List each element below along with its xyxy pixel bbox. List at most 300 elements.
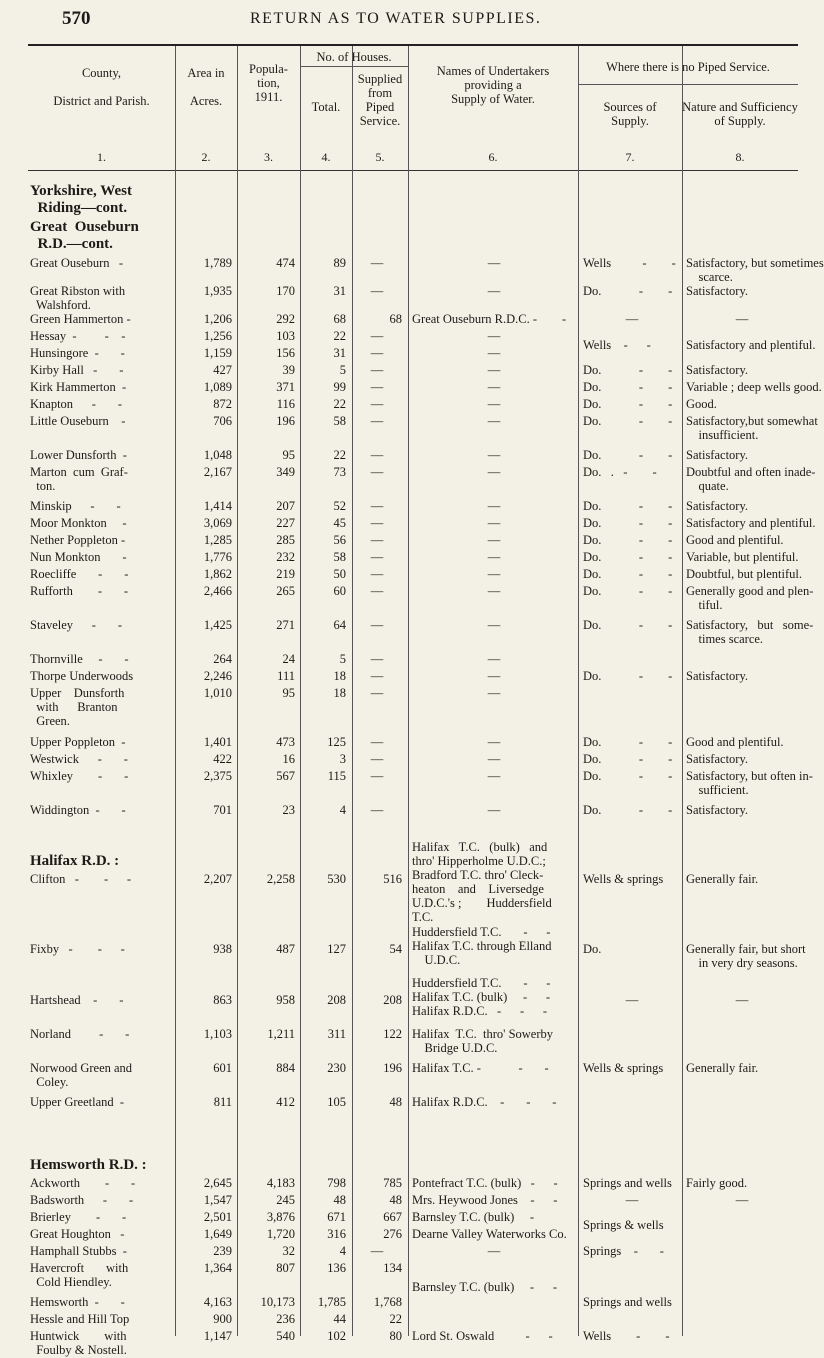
table-cell-area: 1,147: [203, 1329, 232, 1343]
table-cell-src: Springs and wells: [583, 1176, 672, 1190]
table-cell-tot: 64: [333, 618, 346, 632]
houses-group-header: No. of Houses.: [316, 50, 392, 64]
table-cell-name: Lower Dunsforth -: [30, 448, 127, 462]
table-cell-tot: 4: [339, 1244, 346, 1258]
table-cell-area: 239: [213, 1244, 232, 1258]
table-cell-nat: Generally fair.: [686, 1061, 759, 1075]
column-number: 3.: [264, 150, 273, 164]
table-cell-und: —: [487, 1244, 501, 1258]
table-cell-nat: Generally fair.: [686, 872, 759, 886]
table-cell-name: Nether Poppleton -: [30, 533, 126, 547]
table-cell-und: —: [487, 329, 501, 343]
table-cell-pop: 958: [276, 993, 295, 1007]
table-cell-src: Do.: [583, 942, 602, 956]
table-cell-src: Wells & springs: [583, 1061, 664, 1075]
table-cell-tot: 52: [333, 499, 346, 513]
table-cell-pop: 232: [276, 550, 295, 564]
table-cell-nat: Variable, but plentiful.: [686, 550, 799, 564]
table-cell-pop: 292: [276, 312, 295, 326]
table-cell-src: Do. - -: [583, 669, 673, 683]
table-cell-tot: 798: [327, 1176, 346, 1190]
table-cell-nat: Good and plentiful.: [686, 735, 784, 749]
table-cell-area: 1,206: [203, 312, 232, 326]
table-cell-pop: 3,876: [266, 1210, 295, 1224]
table-cell-tot: 31: [333, 346, 346, 360]
no-piped-group-header: Where there is no Piped Service.: [606, 60, 770, 74]
table-cell-und: —: [487, 533, 501, 547]
column-number: 1.: [97, 150, 106, 164]
table-cell-tot: 102: [327, 1329, 346, 1343]
table-cell-sup: —: [370, 329, 384, 343]
table-cell-und: Huddersfield T.C. - - Halifax T.C. (bulk) - - Halifax R.D.C. - - -: [412, 976, 551, 1018]
table-cell-und: —: [487, 346, 501, 360]
table-cell-tot: 3: [339, 752, 346, 766]
table-cell-sup: —: [370, 686, 384, 700]
table-cell-name: Great Houghton -: [30, 1227, 125, 1241]
table-cell-src: Do. - -: [583, 499, 673, 513]
table-cell-area: 2,167: [203, 465, 232, 479]
table-cell-name: Fixby - - -: [30, 942, 125, 956]
table-cell-tot: 31: [333, 284, 346, 298]
no-piped-group-rule: [578, 84, 798, 85]
table-cell-name: Great Ouseburn -: [30, 256, 124, 270]
table-cell-src: —: [625, 993, 639, 1007]
table-cell-pop: 156: [276, 346, 295, 360]
table-cell-und: Barnsley T.C. (bulk) - -: [412, 1280, 558, 1294]
table-cell-area: 1,649: [203, 1227, 232, 1241]
table-cell-tot: 48: [333, 1193, 346, 1207]
table-cell-area: 1,103: [203, 1027, 232, 1041]
col-divider: [578, 46, 579, 1336]
table-cell-area: 811: [213, 1095, 232, 1109]
table-cell-area: 3,069: [203, 516, 232, 530]
table-cell-nat: Generally fair, but short in very dry seasons.: [686, 942, 806, 970]
table-cell-und: —: [487, 550, 501, 564]
table-cell-name: Marton cum Graf- ton.: [30, 465, 128, 493]
table-cell-sup: 785: [383, 1176, 402, 1190]
table-cell-area: 1,776: [203, 550, 232, 564]
table-cell-tot: 22: [333, 329, 346, 343]
table-cell-pop: 103: [276, 329, 295, 343]
table-cell-area: 1,364: [203, 1261, 232, 1275]
table-cell-sup: 196: [383, 1061, 402, 1075]
table-cell-name: Yorkshire, West Riding—cont.: [30, 183, 132, 216]
table-cell-tot: 5: [339, 652, 346, 666]
table-cell-und: Halifax T.C. (bulk) and thro' Hipperholme U.D.C.; Bradford T.C. thro' Cleck- heaton and Liversedge U.D.C.'s ; Huddersfield T.C.: [412, 840, 552, 924]
table-cell-tot: 58: [333, 550, 346, 564]
table-cell-und: —: [487, 380, 501, 394]
table-cell-pop: 170: [276, 284, 295, 298]
col-divider: [408, 46, 409, 1336]
table-cell-nat: Satisfactory and plentiful.: [686, 516, 816, 530]
table-cell-tot: 105: [327, 1095, 346, 1109]
table-cell-name: Huntwick with Foulby & Nostell.: [30, 1329, 127, 1357]
table-cell-pop: 196: [276, 414, 295, 428]
table-cell-src: Do. - -: [583, 584, 673, 598]
table-cell-area: 1,401: [203, 735, 232, 749]
table-cell-tot: 22: [333, 397, 346, 411]
table-cell-pop: 884: [276, 1061, 295, 1075]
table-cell-src: Wells - -: [583, 1329, 670, 1343]
table-cell-pop: 95: [282, 448, 295, 462]
table-cell-name: Hartshead - -: [30, 993, 124, 1007]
table-cell-pop: 245: [276, 1193, 295, 1207]
table-cell-pop: 271: [276, 618, 295, 632]
table-cell-sup: —: [370, 769, 384, 783]
table-cell-nat: Variable ; deep wells good.: [686, 380, 822, 394]
table-cell-tot: 230: [327, 1061, 346, 1075]
table-cell-nat: Satisfactory.: [686, 752, 749, 766]
table-cell-src: —: [625, 1193, 639, 1207]
table-cell-area: 1,425: [203, 618, 232, 632]
table-cell-und: —: [487, 284, 501, 298]
table-cell-pop: 32: [282, 1244, 295, 1258]
table-cell-src: Do. - -: [583, 284, 673, 298]
table-cell-area: 1,285: [203, 533, 232, 547]
table-cell-name: Hamphall Stubbs -: [30, 1244, 127, 1258]
table-cell-name: Upper Dunsforth with Branton Green.: [30, 686, 125, 728]
table-cell-name: Hessay - - -: [30, 329, 126, 343]
table-cell-und: —: [487, 803, 501, 817]
table-cell-src: Do. - -: [583, 448, 673, 462]
table-cell-und: —: [487, 618, 501, 632]
table-cell-src: Do. - -: [583, 550, 673, 564]
table-cell-sup: —: [370, 752, 384, 766]
table-cell-area: 706: [213, 414, 232, 428]
table-cell-area: 1,414: [203, 499, 232, 513]
column-number: 7.: [625, 150, 635, 164]
table-cell-nat: Doubtful and often inade- quate.: [686, 465, 816, 493]
table-cell-nat: Satisfactory.: [686, 669, 749, 683]
table-cell-nat: Satisfactory.: [686, 499, 749, 513]
table-cell-sup: —: [370, 533, 384, 547]
table-cell-name: Whixley - -: [30, 769, 129, 783]
table-cell-und: —: [487, 414, 501, 428]
table-cell-src: Do. - -: [583, 516, 673, 530]
table-cell-sup: 276: [383, 1227, 402, 1241]
table-cell-tot: 99: [333, 380, 346, 394]
col-header-district: County, District and Parish.: [53, 66, 150, 108]
table-cell-pop: 487: [276, 942, 295, 956]
table-cell-pop: 807: [276, 1261, 295, 1275]
table-cell-pop: 207: [276, 499, 295, 513]
table-cell-nat: Satisfactory, but some- times scarce.: [686, 618, 814, 646]
table-cell-name: Hemsworth - -: [30, 1295, 125, 1309]
table-cell-pop: 116: [276, 397, 295, 411]
table-cell-pop: 2,258: [266, 872, 295, 886]
table-cell-area: 1,256: [203, 329, 232, 343]
table-cell-name: Kirby Hall - -: [30, 363, 124, 377]
table-cell-name: Halifax R.D. :: [30, 853, 120, 869]
table-cell-und: —: [487, 516, 501, 530]
page-header: [0, 0, 800, 40]
table-cell-pop: 219: [276, 567, 295, 581]
table-cell-pop: 1,720: [266, 1227, 295, 1241]
table-cell-area: 4,163: [203, 1295, 232, 1309]
table-cell-src: —: [625, 312, 639, 326]
table-cell-name: Great Ouseburn R.D.—cont.: [30, 219, 139, 252]
page-title: RETURN AS TO WATER SUPPLIES.: [250, 10, 542, 27]
table-cell-tot: 125: [327, 735, 346, 749]
table-cell-pop: 474: [276, 256, 295, 270]
table-cell-tot: 115: [327, 769, 346, 783]
table-cell-nat: Satisfactory,but somewhat insufficient.: [686, 414, 818, 442]
houses-group-rule: [300, 66, 408, 67]
table-cell-nat: Doubtful, but plentiful.: [686, 567, 802, 581]
column-number: 8.: [735, 150, 745, 164]
table-cell-nat: Satisfactory and plentiful.: [686, 338, 816, 352]
table-cell-src: Springs and wells: [583, 1295, 672, 1309]
table-cell-src: Do. - -: [583, 533, 673, 547]
table-cell-sup: —: [370, 448, 384, 462]
table-cell-sup: —: [370, 618, 384, 632]
table-cell-pop: 10,173: [260, 1295, 295, 1309]
table-cell-pop: 111: [277, 669, 295, 683]
table-cell-name: Ackworth - -: [30, 1176, 136, 1190]
table-cell-sup: —: [370, 516, 384, 530]
table-cell-src: Do. - -: [583, 397, 673, 411]
table-cell-area: 1,048: [203, 448, 232, 462]
col-divider: [682, 46, 683, 1336]
table-cell-sup: 1,768: [373, 1295, 402, 1309]
table-cell-tot: 56: [333, 533, 346, 547]
table-cell-area: 2,246: [203, 669, 232, 683]
col-header-supplied: Supplied from Piped Service.: [357, 72, 403, 128]
table-cell-src: Do. - -: [583, 618, 673, 632]
table-cell-name: Upper Poppleton -: [30, 735, 126, 749]
table-cell-sup: —: [370, 735, 384, 749]
table-cell-nat: —: [735, 1193, 749, 1207]
table-cell-tot: 58: [333, 414, 346, 428]
table-cell-nat: Satisfactory.: [686, 284, 749, 298]
table-cell-und: —: [487, 769, 501, 783]
table-cell-nat: Satisfactory.: [686, 363, 749, 377]
table-cell-name: Clifton - - -: [30, 872, 132, 886]
table-cell-name: Brierley - -: [30, 1210, 127, 1224]
table-cell-sup: 48: [389, 1095, 402, 1109]
table-cell-und: Halifax T.C. - - -: [412, 1061, 549, 1075]
table-cell-und: —: [487, 584, 501, 598]
table-cell-sup: —: [370, 346, 384, 360]
table-cell-tot: 136: [327, 1261, 346, 1275]
table-cell-area: 872: [213, 397, 232, 411]
table-cell-src: Springs & wells: [583, 1218, 664, 1232]
table-cell-sup: —: [370, 380, 384, 394]
table-cell-name: Thorpe Underwoods: [30, 669, 134, 683]
table-cell-nat: Generally good and plen- tiful.: [686, 584, 814, 612]
col-header-nature: Nature and Sufficiency of Supply.: [682, 100, 798, 128]
table-cell-tot: 60: [333, 584, 346, 598]
table-cell-pop: 39: [282, 363, 295, 377]
table-cell-area: 900: [213, 1312, 232, 1326]
table-cell-area: 701: [213, 803, 232, 817]
table-cell-name: Norland - -: [30, 1027, 130, 1041]
table-cell-name: Kirk Hammerton -: [30, 380, 127, 394]
table-cell-tot: 311: [327, 1027, 346, 1041]
table-cell-sup: 667: [383, 1210, 402, 1224]
table-cell-und: —: [487, 465, 501, 479]
table-cell-pop: 23: [282, 803, 295, 817]
table-cell-area: 1,159: [203, 346, 232, 360]
table-cell-sup: —: [370, 499, 384, 513]
table-cell-area: 1,547: [203, 1193, 232, 1207]
table-cell-tot: 127: [327, 942, 346, 956]
table-cell-tot: 89: [333, 256, 346, 270]
table-cell-nat: Good.: [686, 397, 717, 411]
table-cell-sup: —: [370, 414, 384, 428]
table-cell-und: —: [487, 652, 501, 666]
col-header-area: Area in Acres.: [187, 66, 225, 108]
table-cell-und: Halifax R.D.C. - - -: [412, 1095, 557, 1109]
table-cell-sup: 54: [389, 942, 402, 956]
table-cell-area: 1,010: [203, 686, 232, 700]
table-cell-und: —: [487, 448, 501, 462]
table-cell-area: 2,645: [203, 1176, 232, 1190]
table-cell-tot: 530: [327, 872, 346, 886]
table-cell-und: Barnsley T.C. (bulk) -: [412, 1210, 535, 1224]
table-cell-und: —: [487, 363, 501, 377]
table-cell-area: 427: [213, 363, 232, 377]
table-cell-area: 1,789: [203, 256, 232, 270]
table-cell-src: Wells - -: [583, 256, 676, 270]
table-cell-pop: 24: [282, 652, 295, 666]
table-cell-sup: 134: [383, 1261, 402, 1275]
table-cell-nat: —: [735, 993, 749, 1007]
table-cell-pop: 371: [276, 380, 295, 394]
table-cell-area: 863: [213, 993, 232, 1007]
table-cell-area: 938: [213, 942, 232, 956]
table-cell-sup: 48: [389, 1193, 402, 1207]
table-cell-sup: —: [370, 803, 384, 817]
table-cell-area: 422: [213, 752, 232, 766]
table-cell-src: Do. - -: [583, 803, 673, 817]
table-cell-pop: 265: [276, 584, 295, 598]
table-cell-und: —: [487, 669, 501, 683]
table-cell-nat: —: [735, 312, 749, 326]
table-cell-und: —: [487, 256, 501, 270]
col-header-total: Total.: [311, 100, 341, 114]
table-cell-nat: Satisfactory.: [686, 803, 749, 817]
table-cell-und: Halifax T.C. thro' Sowerby Bridge U.D.C.: [412, 1027, 554, 1055]
table-cell-name: Little Ouseburn -: [30, 414, 126, 428]
table-cell-area: 264: [213, 652, 232, 666]
table-cell-pop: 4,183: [266, 1176, 295, 1190]
table-cell-name: Hunsingore - -: [30, 346, 125, 360]
table-cell-sup: —: [370, 256, 384, 270]
table-cell-sup: —: [370, 397, 384, 411]
table-cell-sup: —: [370, 567, 384, 581]
table-cell-name: Upper Greetland -: [30, 1095, 125, 1109]
table-cell-src: Do. - -: [583, 752, 673, 766]
table-cell-sup: —: [370, 669, 384, 683]
table-cell-und: Lord St. Oswald - -: [412, 1329, 553, 1343]
table-cell-name: Norwood Green and Coley.: [30, 1061, 133, 1089]
table-cell-name: Staveley - -: [30, 618, 122, 632]
table-cell-sup: —: [370, 652, 384, 666]
table-cell-area: 2,207: [203, 872, 232, 886]
table-cell-tot: 50: [333, 567, 346, 581]
table-cell-pop: 349: [276, 465, 295, 479]
table-cell-nat: Fairly good.: [686, 1176, 748, 1190]
table-cell-pop: 473: [276, 735, 295, 749]
table-cell-tot: 18: [333, 686, 346, 700]
table-cell-tot: 18: [333, 669, 346, 683]
table-cell-tot: 1,785: [317, 1295, 346, 1309]
table-cell-und: —: [487, 686, 501, 700]
table-cell-pop: 285: [276, 533, 295, 547]
table-cell-pop: 567: [276, 769, 295, 783]
table-cell-src: Springs - -: [583, 1244, 664, 1258]
table-cell-und: Huddersfield T.C. - - Halifax T.C. through Elland U.D.C.: [412, 925, 552, 967]
table-cell-name: Widdington - -: [30, 803, 126, 817]
table-cell-sup: —: [370, 465, 384, 479]
col-header-population: Popula- tion, 1911.: [249, 62, 288, 104]
table-cell-pop: 227: [276, 516, 295, 530]
table-cell-name: Roecliffe - -: [30, 567, 129, 581]
table-cell-name: Badsworth - -: [30, 1193, 134, 1207]
table-cell-und: —: [487, 567, 501, 581]
table-cell-name: Moor Monkton -: [30, 516, 127, 530]
table-cell-name: Knapton - -: [30, 397, 122, 411]
col-header-undertakers: Names of Undertakers providing a Supply of Water.: [436, 64, 550, 106]
table-cell-src: Wells & springs: [583, 872, 664, 886]
table-cell-tot: 68: [333, 312, 346, 326]
table-cell-und: Pontefract T.C. (bulk) - -: [412, 1176, 558, 1190]
table-cell-area: 1,089: [203, 380, 232, 394]
table-cell-nat: Satisfactory, but often in- sufficient.: [686, 769, 813, 797]
table-cell-sup: —: [370, 284, 384, 298]
table-cell-und: —: [487, 499, 501, 513]
table-cell-src: Do. - -: [583, 380, 673, 394]
table-cell-area: 2,375: [203, 769, 232, 783]
table-cell-src: Do. - -: [583, 735, 673, 749]
table-cell-tot: 44: [333, 1312, 346, 1326]
page-number: 570: [62, 8, 91, 29]
table-cell-sup: 122: [383, 1027, 402, 1041]
column-number: 5.: [375, 150, 385, 164]
table-cell-area: 2,501: [203, 1210, 232, 1224]
table-cell-name: Westwick - -: [30, 752, 128, 766]
table-cell-pop: 236: [276, 1312, 295, 1326]
table-cell-tot: 45: [333, 516, 346, 530]
table-cell-sup: —: [370, 584, 384, 598]
table-cell-und: Great Ouseburn R.D.C. - -: [412, 312, 567, 326]
table-cell-tot: 316: [327, 1227, 346, 1241]
table-cell-tot: 4: [339, 803, 346, 817]
table-cell-sup: 22: [389, 1312, 402, 1326]
table-cell-und: —: [487, 752, 501, 766]
table-cell-und: —: [487, 397, 501, 411]
table-cell-sup: —: [370, 550, 384, 564]
table-cell-area: 1,862: [203, 567, 232, 581]
table-cell-sup: 68: [389, 312, 402, 326]
table-cell-src: Do. . - -: [583, 465, 657, 479]
table-cell-tot: 22: [333, 448, 346, 462]
table-cell-und: Mrs. Heywood Jones - -: [412, 1193, 558, 1207]
table-cell-sup: 208: [383, 993, 402, 1007]
table-cell-pop: 95: [282, 686, 295, 700]
table-cell-name: Rufforth - -: [30, 584, 129, 598]
table-cell-pop: 412: [276, 1095, 295, 1109]
column-number: 6.: [488, 150, 498, 164]
table-cell-nat: Satisfactory, but sometimes scarce.: [686, 256, 824, 284]
col-header-sources: Sources of Supply.: [603, 100, 657, 128]
table-cell-pop: 540: [276, 1329, 295, 1343]
table-cell-area: 2,466: [203, 584, 232, 598]
table-cell-name: Hemsworth R.D. :: [30, 1157, 147, 1173]
table-cell-area: 1,935: [203, 284, 232, 298]
table-cell-src: Do. - -: [583, 567, 673, 581]
